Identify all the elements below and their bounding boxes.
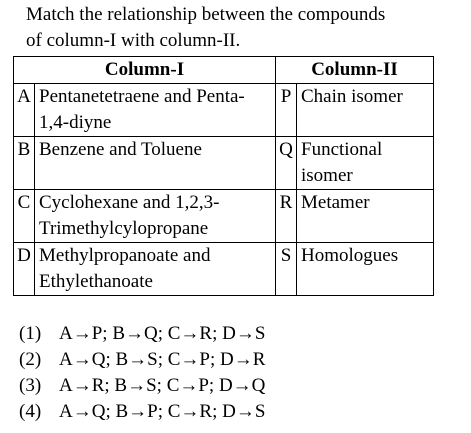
column-2-cell xyxy=(297,137,434,190)
cell-line: Cyclohexane and 1,2,3- xyxy=(39,192,220,213)
cell-line: Chain isomer xyxy=(301,86,403,107)
column-2-header: Column-II xyxy=(276,57,434,84)
option-number: (4) xyxy=(19,401,42,422)
cell-line: Metamer xyxy=(301,192,370,213)
column-1-cell xyxy=(35,190,276,243)
column-2-cell xyxy=(297,84,434,137)
option-4[interactable] xyxy=(19,399,265,425)
cell-line: Benzene and Toluene xyxy=(39,139,202,160)
option-1[interactable] xyxy=(19,321,265,347)
option-text: A→R; B→S; C→P; D→Q xyxy=(59,375,266,396)
column-1-cell xyxy=(35,137,276,190)
table-row xyxy=(14,243,434,296)
question-line-1: Match the relationship between the compounds xyxy=(26,4,386,25)
option-text: A→Q; B→S; C→P; D→R xyxy=(59,349,266,370)
match-table xyxy=(13,56,434,296)
option-3[interactable] xyxy=(19,373,265,399)
question-line-2: of column-I with column-II. xyxy=(26,30,241,51)
table-row xyxy=(14,137,434,190)
table-row xyxy=(14,190,434,243)
cell-line: isomer xyxy=(301,165,353,186)
row-letter-b: B xyxy=(14,137,35,190)
answer-options xyxy=(19,321,265,425)
column-1-cell xyxy=(35,84,276,137)
row-letter-r: R xyxy=(276,190,297,243)
option-text: A→P; B→Q; C→R; D→S xyxy=(59,323,266,344)
table-row xyxy=(14,84,434,137)
column-1-header: Column-I xyxy=(14,57,276,84)
row-letter-c: C xyxy=(14,190,35,243)
column-1-cell xyxy=(35,243,276,296)
table-header-row xyxy=(14,57,434,84)
option-number: (3) xyxy=(19,375,42,396)
cell-line: Trimethylcylopropane xyxy=(39,218,209,239)
row-letter-s: S xyxy=(276,243,297,296)
row-letter-p: P xyxy=(276,84,297,137)
row-letter-q: Q xyxy=(276,137,297,190)
column-2-cell xyxy=(297,190,434,243)
option-number: (2) xyxy=(19,349,42,370)
cell-line: Ethylethanoate xyxy=(39,271,153,292)
cell-line: Homologues xyxy=(301,245,399,266)
cell-line: 1,4-diyne xyxy=(39,112,112,133)
question-text xyxy=(26,2,456,54)
row-letter-a: A xyxy=(14,84,35,137)
cell-line: Functional xyxy=(301,139,383,160)
cell-line: Pentanetetraene and Penta- xyxy=(39,86,245,107)
row-letter-d: D xyxy=(14,243,35,296)
option-2[interactable] xyxy=(19,347,265,373)
cell-line: Methylpropanoate and xyxy=(39,245,211,266)
option-number: (1) xyxy=(19,323,42,344)
column-2-cell xyxy=(297,243,434,296)
option-text: A→Q; B→P; C→R; D→S xyxy=(59,401,266,422)
